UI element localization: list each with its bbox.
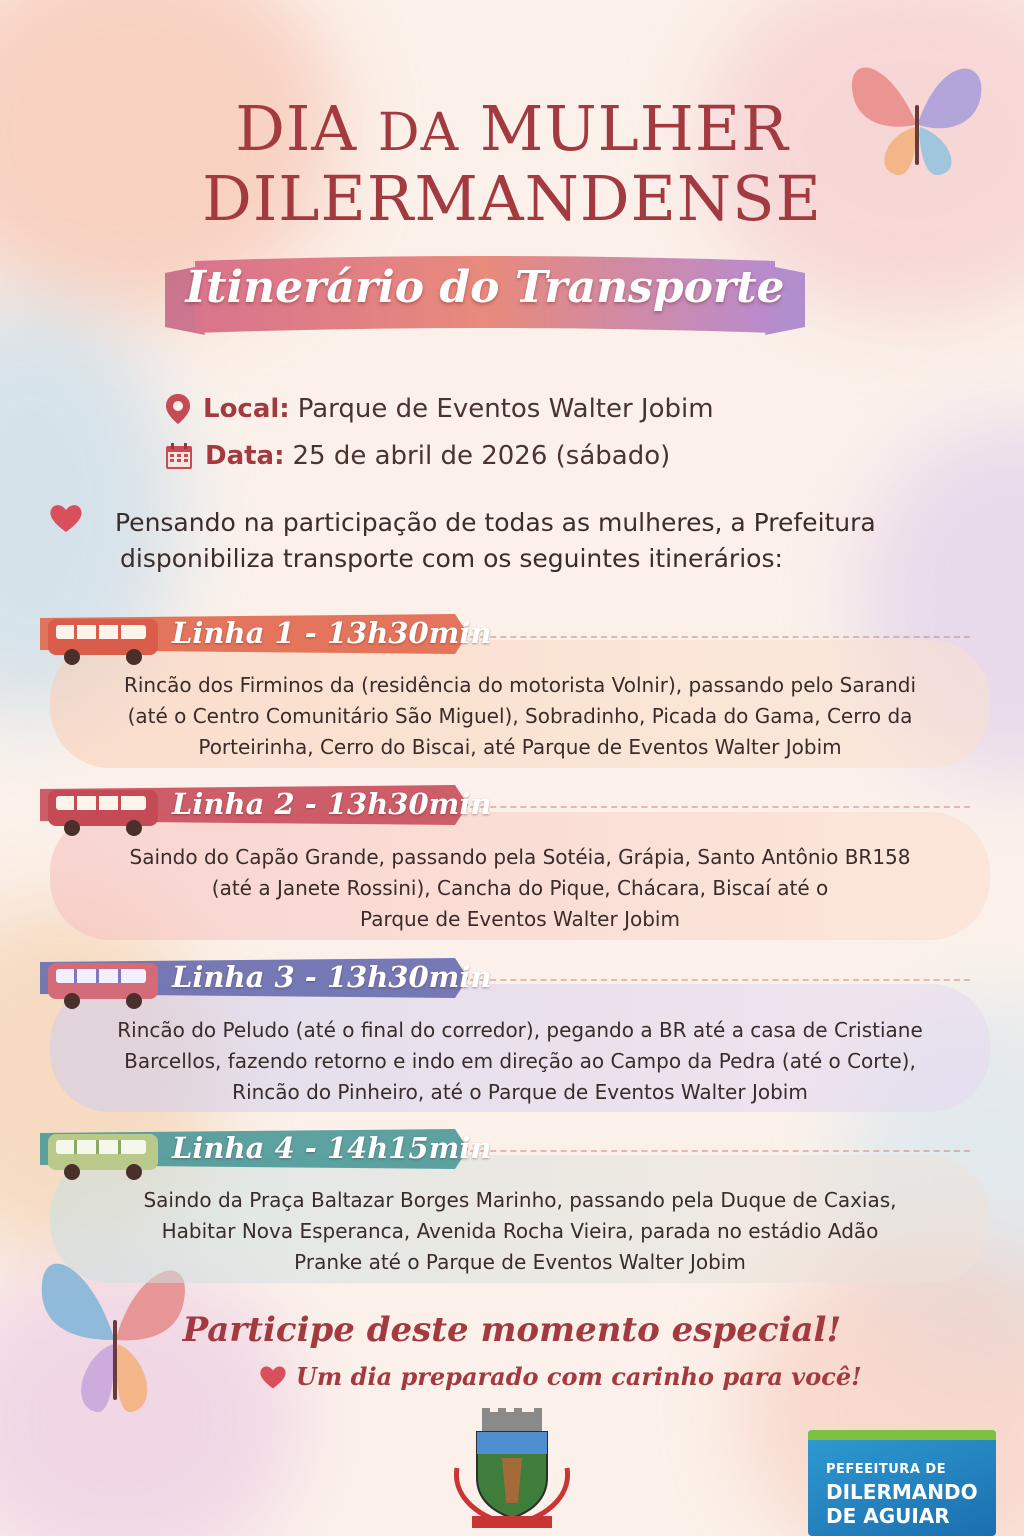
date-label: Data: xyxy=(205,441,285,471)
line-3-divider xyxy=(470,979,970,981)
line-2-label: Linha 2 - 13h30min xyxy=(172,787,492,821)
bus-icon xyxy=(46,786,164,838)
line-2-description xyxy=(60,842,980,935)
prefeitura-logo xyxy=(808,1430,996,1536)
bus-icon xyxy=(46,1130,164,1182)
line-2-desc-row: (até a Janete Rossini), Cancha do Pique, Chácara, Biscaí até o xyxy=(211,876,829,900)
bus-icon xyxy=(46,615,164,667)
intro-line-1: Pensando na participação de todas as mulheres, a Prefeitura xyxy=(115,508,876,537)
line-3-desc-row: Barcellos, fazendo retorno e indo em direção ao Campo da Pedra (até o Corte), xyxy=(124,1049,916,1073)
intro-line-2: disponibiliza transporte com os seguintes itinerários: xyxy=(120,544,783,573)
line-1-desc-row: Rincão dos Firminos da (residência do motorista Volnir), passando pelo Sarandi xyxy=(123,673,917,697)
calendar-icon xyxy=(165,442,193,470)
line-2-divider xyxy=(470,806,970,808)
line-1-divider xyxy=(470,636,970,638)
closing-headline: Participe deste momento especial! xyxy=(182,1310,842,1350)
intro-text xyxy=(60,505,990,577)
title-word-mulher: MULHER xyxy=(479,92,789,165)
local-value: Parque de Eventos Walter Jobim xyxy=(297,394,714,424)
line-1-desc-row: (até o Centro Comunitário São Miguel), Sobradinho, Picada do Gama, Cerro da xyxy=(127,704,913,728)
line-3-label: Linha 3 - 13h30min xyxy=(172,960,492,994)
line-1-description xyxy=(60,670,980,763)
closing-subline xyxy=(258,1362,862,1391)
ribbon-title: Itinerário do Transporte xyxy=(185,262,785,313)
line-4-desc-row: Saindo da Praça Baltazar Borges Marinho, passando pela Duque de Caxias, xyxy=(143,1188,897,1212)
logo-line-1: PEFEEITURA DE xyxy=(826,1462,947,1477)
heart-icon xyxy=(258,1364,288,1390)
line-4-label: Linha 4 - 14h15min xyxy=(172,1131,492,1165)
line-4-divider xyxy=(470,1150,970,1152)
line-4-description xyxy=(60,1185,980,1278)
page-title-line2: DILERMANDENSE xyxy=(202,162,822,235)
title-word-dia: DIA xyxy=(235,92,358,165)
line-1-desc-row: Porteirinha, Cerro do Biscai, até Parque de Eventos Walter Jobim xyxy=(198,735,842,759)
title-word-da: DA xyxy=(377,103,460,163)
logo-line-3: DE AGUIAR xyxy=(826,1504,950,1528)
line-4-desc-row: Pranke até o Parque de Eventos Walter Jobim xyxy=(294,1250,746,1274)
logo-line-2: DILERMANDO xyxy=(826,1480,978,1504)
info-date xyxy=(165,441,670,471)
line-3-description xyxy=(60,1015,980,1108)
page-title xyxy=(0,92,1024,165)
line-2-desc-row: Parque de Eventos Walter Jobim xyxy=(360,907,680,931)
local-label: Local: xyxy=(203,394,290,424)
map-pin-icon xyxy=(165,393,191,425)
info-local xyxy=(165,393,714,425)
logo-accent-bar xyxy=(808,1430,996,1440)
bus-icon xyxy=(46,959,164,1011)
line-4-desc-row: Habitar Nova Esperanca, Avenida Rocha Vieira, parada no estádio Adão xyxy=(161,1219,879,1243)
line-3-desc-row: Rincão do Peludo (até o final do corredor), pegando a BR até a casa de Cristiane xyxy=(117,1018,923,1042)
date-value: 25 de abril de 2026 (sábado) xyxy=(292,441,671,471)
line-1-label: Linha 1 - 13h30min xyxy=(172,616,492,650)
municipal-coat-of-arms xyxy=(442,1408,582,1532)
line-2-desc-row: Saindo do Capão Grande, passando pela Sotéia, Grápia, Santo Antônio BR158 xyxy=(129,845,911,869)
line-3-desc-row: Rincão do Pinheiro, até o Parque de Eventos Walter Jobim xyxy=(232,1080,808,1104)
closing-subline-text: Um dia preparado com carinho para você! xyxy=(296,1362,862,1391)
